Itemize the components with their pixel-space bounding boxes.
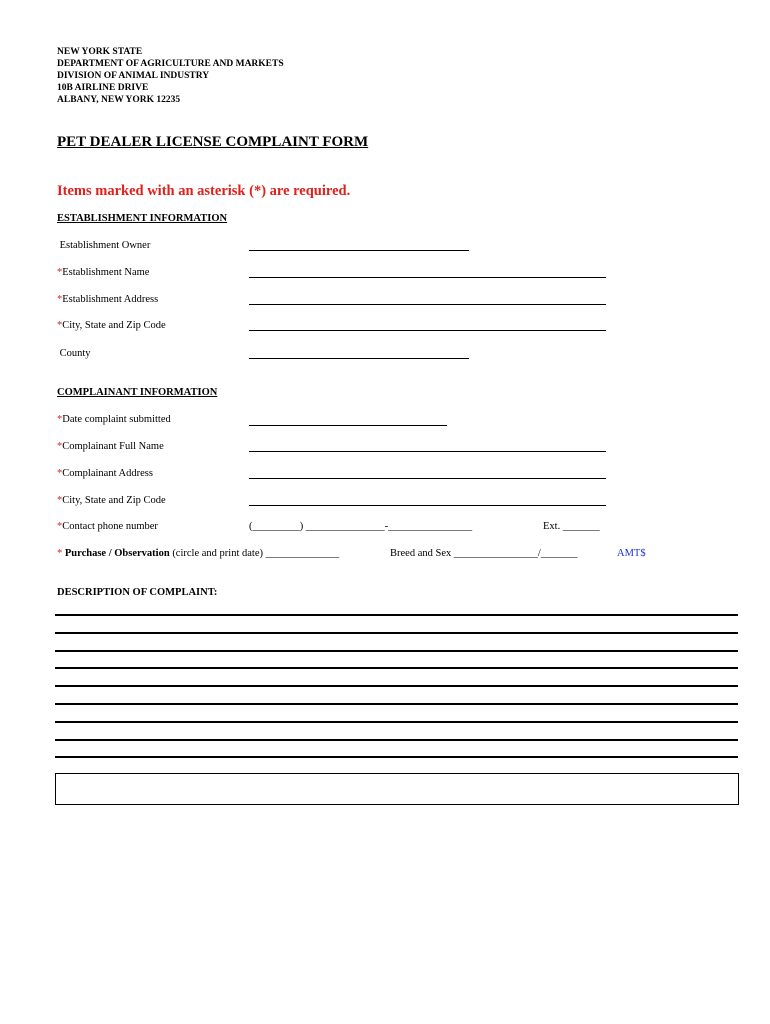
establishment-address-field[interactable] — [249, 304, 606, 305]
description-line[interactable] — [55, 685, 738, 687]
phone-number-field[interactable]: (_________) _______________-________________ — [249, 521, 473, 532]
complainant-name-field[interactable] — [249, 451, 606, 452]
required-asterisk: * — [57, 468, 63, 479]
required-asterisk: * — [57, 320, 63, 331]
agency-address — [57, 46, 284, 106]
required-asterisk: * — [57, 495, 63, 506]
required-asterisk: * — [57, 414, 63, 425]
address-line: DEPARTMENT OF AGRICULTURE AND MARKETS — [57, 59, 284, 69]
field-label: City, State and Zip Code — [62, 320, 166, 331]
field-label: Establishment Owner — [59, 240, 151, 251]
phone-label — [57, 521, 158, 532]
required-asterisk: * — [57, 294, 63, 305]
date-submitted-field[interactable] — [249, 425, 447, 426]
form-title: PET DEALER LICENSE COMPLAINT FORM — [57, 134, 369, 150]
address-line: 10B AIRLINE DRIVE — [57, 83, 149, 93]
purchase-observation-row — [57, 548, 339, 559]
establishment-name-field[interactable] — [249, 277, 606, 278]
description-line[interactable] — [55, 756, 738, 758]
complainant-heading: COMPLAINANT INFORMATION — [57, 387, 218, 398]
establishment-heading: ESTABLISHMENT INFORMATION — [57, 213, 228, 224]
purchase-date-field[interactable]: (circle and print date) ______________ — [172, 548, 340, 559]
establishment-owner-field[interactable] — [249, 250, 469, 251]
field-label: Contact phone number — [62, 521, 158, 532]
description-line[interactable] — [55, 667, 738, 669]
required-note: Items marked with an asterisk (*) are required. — [57, 183, 351, 199]
phone-ext-field[interactable]: Ext. _______ — [543, 521, 600, 532]
description-line[interactable] — [55, 721, 738, 723]
description-heading: DESCRIPTION OF COMPLAINT: — [57, 587, 218, 598]
establishment-name-label — [57, 267, 149, 278]
field-label: City, State and Zip Code — [62, 495, 166, 506]
description-line[interactable] — [55, 614, 738, 616]
description-line[interactable] — [55, 739, 738, 741]
establishment-address-label — [57, 294, 158, 305]
complainant-address-field[interactable] — [249, 478, 606, 479]
address-line: ALBANY, NEW YORK 12235 — [57, 95, 181, 105]
required-asterisk: * — [57, 267, 63, 278]
field-label: County — [59, 348, 91, 359]
establishment-owner-label — [57, 240, 150, 251]
description-text-box[interactable] — [55, 773, 739, 805]
field-label: Establishment Address — [62, 294, 159, 305]
field-label: Date complaint submitted — [62, 414, 171, 425]
complainant-city-field[interactable] — [249, 505, 606, 506]
required-asterisk: * — [57, 548, 65, 559]
establishment-city-label — [57, 320, 166, 331]
address-line: DIVISION OF ANIMAL INDUSTRY — [57, 71, 210, 81]
purchase-observation-label[interactable]: Purchase / Observation — [64, 548, 170, 559]
field-label: Complainant Full Name — [62, 441, 164, 452]
complainant-name-label — [57, 441, 164, 452]
description-line[interactable] — [55, 703, 738, 705]
address-line: NEW YORK STATE — [57, 47, 143, 57]
field-label: Establishment Name — [62, 267, 150, 278]
field-label: Complainant Address — [62, 468, 153, 479]
establishment-city-field[interactable] — [249, 330, 606, 331]
date-submitted-label — [57, 414, 171, 425]
county-field[interactable] — [249, 358, 469, 359]
complainant-city-label — [57, 495, 166, 506]
required-asterisk: * — [57, 521, 63, 532]
required-asterisk: * — [57, 441, 63, 452]
description-line[interactable] — [55, 632, 738, 634]
county-label — [57, 348, 91, 359]
description-line[interactable] — [55, 650, 738, 652]
amount-field[interactable]: AMT$ — [617, 548, 646, 559]
complainant-address-label — [57, 468, 153, 479]
breed-sex-field[interactable]: Breed and Sex ________________/_______ — [390, 548, 578, 559]
